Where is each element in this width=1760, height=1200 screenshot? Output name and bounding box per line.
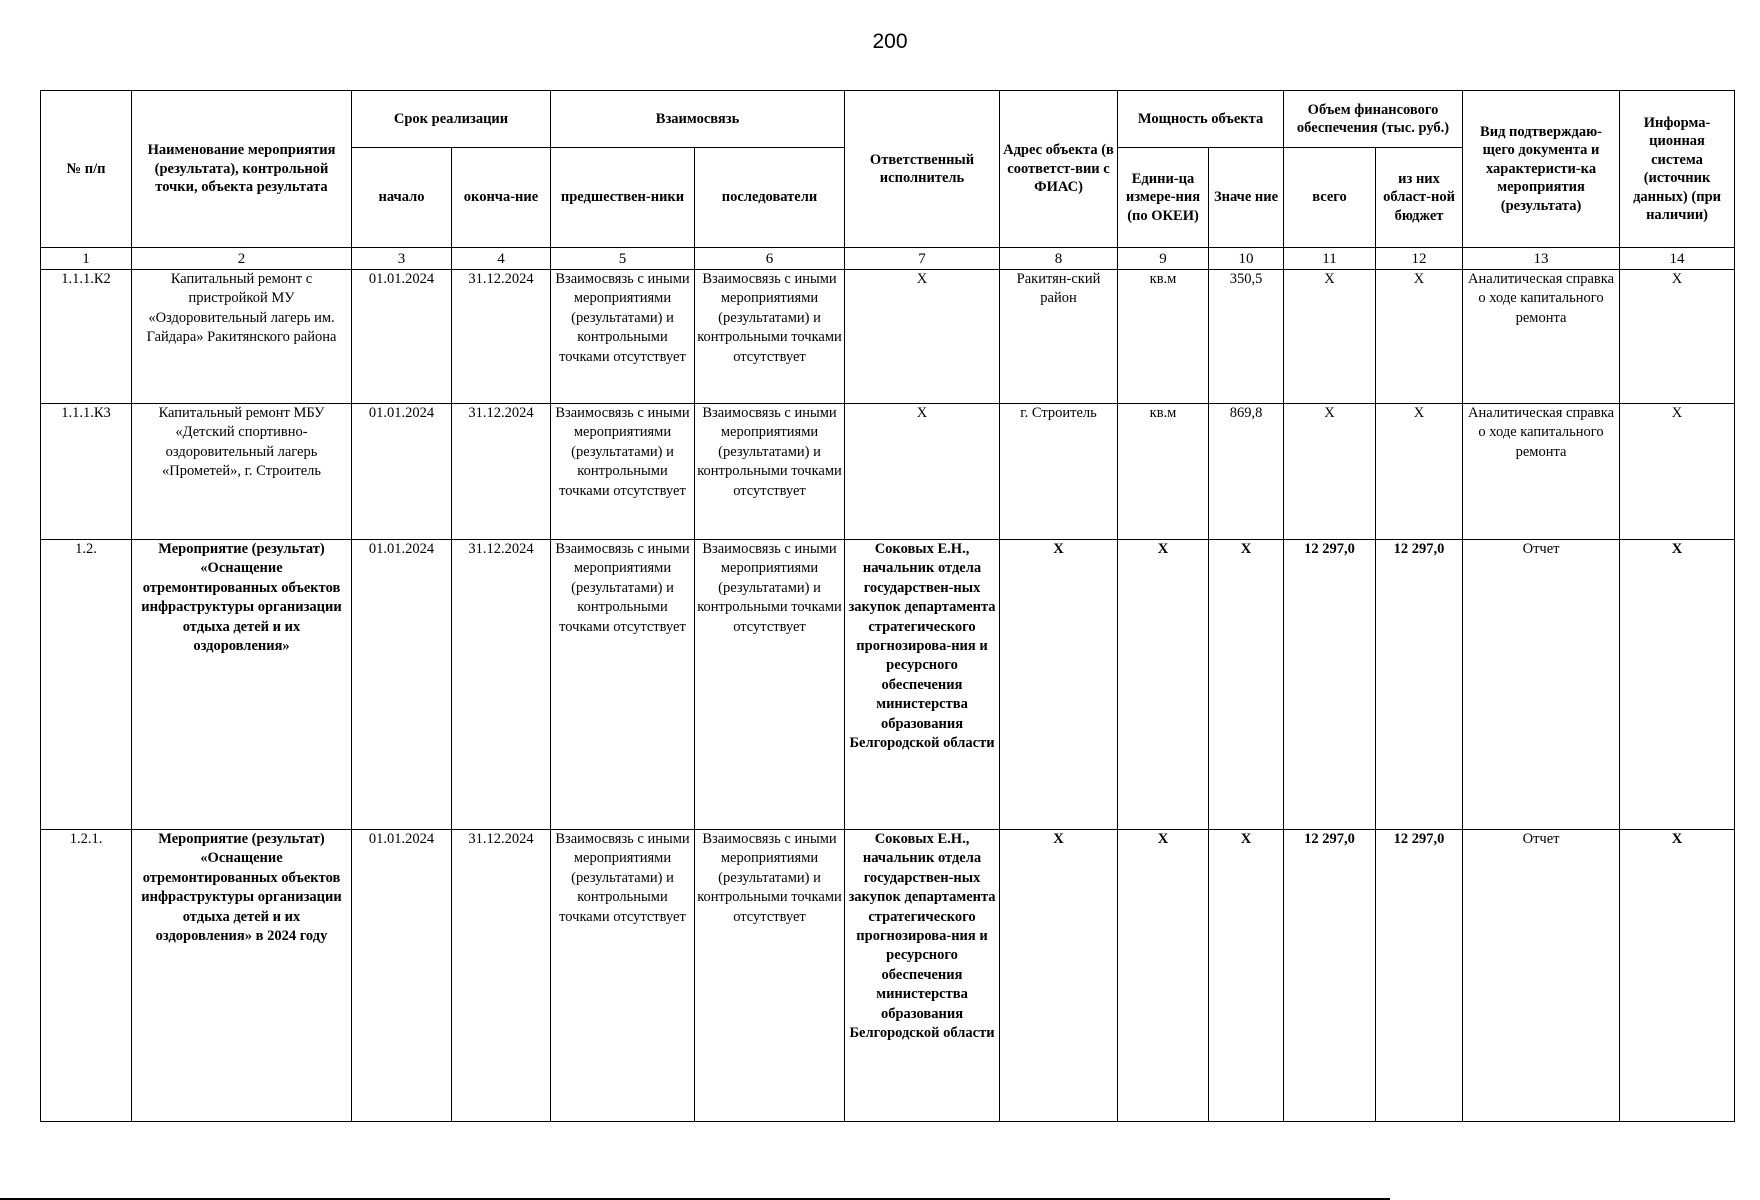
row-total: 12 297,0: [1284, 830, 1376, 1122]
row-name: Капитальный ремонт с пристройкой МУ «Оздоровительный лагерь им. Гайдара» Ракитянского района: [132, 270, 352, 404]
row-name: Капитальный ремонт МБУ «Детский спортивно-оздоровительный лагерь «Прометей», г. Строитель: [132, 404, 352, 540]
row-address: г. Строитель: [1000, 404, 1118, 540]
row-value: 869,8: [1209, 404, 1284, 540]
column-number: 8: [1000, 248, 1118, 270]
row-predecessors: Взаимосвязь с иными мероприятиями (результатами) и контрольными точками отсутствует: [551, 540, 695, 830]
row-predecessors: Взаимосвязь с иными мероприятиями (результатами) и контрольными точками отсутствует: [551, 830, 695, 1122]
row-document: Отчет: [1463, 540, 1620, 830]
header-info-system: Информа-ционная система (источник данных) (при наличии): [1620, 91, 1735, 248]
row-successors: Взаимосвязь с иными мероприятиями (результатами) и контрольными точками отсутствует: [695, 270, 845, 404]
row-end: 31.12.2024: [452, 830, 551, 1122]
row-info-system: Х: [1620, 270, 1735, 404]
column-number: 7: [845, 248, 1000, 270]
header-value: Значе ние: [1209, 148, 1284, 248]
column-number-row: [41, 248, 1735, 270]
header-predecessors: предшествен-ники: [551, 148, 695, 248]
row-info-system: Х: [1620, 830, 1735, 1122]
row-end: 31.12.2024: [452, 270, 551, 404]
header-capacity: Мощность объекта: [1118, 91, 1284, 148]
row-predecessors: Взаимосвязь с иными мероприятиями (результатами) и контрольными точками отсутствует: [551, 404, 695, 540]
header-period: Срок реализации: [352, 91, 551, 148]
table-row: [41, 830, 1735, 1122]
row-total: Х: [1284, 404, 1376, 540]
row-num: 1.2.: [41, 540, 132, 830]
header-end: оконча-ние: [452, 148, 551, 248]
row-unit: Х: [1118, 540, 1209, 830]
row-regional: Х: [1376, 270, 1463, 404]
row-unit: кв.м: [1118, 404, 1209, 540]
row-regional: 12 297,0: [1376, 540, 1463, 830]
row-responsible: Соковых Е.Н., начальник отдела государствен-ных закупок департамента стратегического прогнозирова-ния и ресурсного обеспечения министерства образования Белгородской области: [845, 540, 1000, 830]
row-info-system: Х: [1620, 540, 1735, 830]
row-info-system: Х: [1620, 404, 1735, 540]
row-regional: Х: [1376, 404, 1463, 540]
header-unit: Едини-ца измере-ния (по ОКЕИ): [1118, 148, 1209, 248]
row-total: Х: [1284, 270, 1376, 404]
row-num: 1.2.1.: [41, 830, 132, 1122]
row-total: 12 297,0: [1284, 540, 1376, 830]
column-number: 11: [1284, 248, 1376, 270]
row-start: 01.01.2024: [352, 270, 452, 404]
row-end: 31.12.2024: [452, 404, 551, 540]
row-num: 1.1.1.К2: [41, 270, 132, 404]
row-num: 1.1.1.К3: [41, 404, 132, 540]
header-document: Вид подтверждаю-щего документа и характеристи-ка мероприятия (результата): [1463, 91, 1620, 248]
table-row: [41, 540, 1735, 830]
header-num: № п/п: [41, 91, 132, 248]
row-unit: кв.м: [1118, 270, 1209, 404]
row-end: 31.12.2024: [452, 540, 551, 830]
row-successors: Взаимосвязь с иными мероприятиями (результатами) и контрольными точками отсутствует: [695, 540, 845, 830]
row-responsible: Х: [845, 270, 1000, 404]
column-number: 1: [41, 248, 132, 270]
header-name: Наименование мероприятия (результата), контрольной точки, объекта результата: [132, 91, 352, 248]
row-regional: 12 297,0: [1376, 830, 1463, 1122]
row-start: 01.01.2024: [352, 830, 452, 1122]
row-value: Х: [1209, 830, 1284, 1122]
column-number: 4: [452, 248, 551, 270]
column-number: 9: [1118, 248, 1209, 270]
row-value: Х: [1209, 540, 1284, 830]
row-start: 01.01.2024: [352, 404, 452, 540]
implementation-plan-table: [40, 90, 1735, 1122]
header-responsible: Ответственный исполнитель: [845, 91, 1000, 248]
table-row: [41, 404, 1735, 540]
row-value: 350,5: [1209, 270, 1284, 404]
row-address: Х: [1000, 540, 1118, 830]
row-address: Ракитян-ский район: [1000, 270, 1118, 404]
column-number: 10: [1209, 248, 1284, 270]
column-number: 13: [1463, 248, 1620, 270]
row-responsible: Х: [845, 404, 1000, 540]
row-name: Мероприятие (результат) «Оснащение отремонтированных объектов инфраструктуры организации отдыха детей и их оздоровления» в 2024 году: [132, 830, 352, 1122]
row-responsible: Соковых Е.Н., начальник отдела государствен-ных закупок департамента стратегического прогнозирова-ния и ресурсного обеспечения министерства образования Белгородской области: [845, 830, 1000, 1122]
column-number: 3: [352, 248, 452, 270]
header-finance: Объем финансового обеспечения (тыс. руб.): [1284, 91, 1463, 148]
column-number: 5: [551, 248, 695, 270]
row-address: Х: [1000, 830, 1118, 1122]
column-number: 6: [695, 248, 845, 270]
header-relation: Взаимосвязь: [551, 91, 845, 148]
header-successors: последователи: [695, 148, 845, 248]
column-number: 2: [132, 248, 352, 270]
row-name: Мероприятие (результат) «Оснащение отремонтированных объектов инфраструктуры организации отдыха детей и их оздоровления»: [132, 540, 352, 830]
column-number: 14: [1620, 248, 1735, 270]
row-unit: Х: [1118, 830, 1209, 1122]
header-total: всего: [1284, 148, 1376, 248]
header-start: начало: [352, 148, 452, 248]
row-document: Аналитическая справка о ходе капитального ремонта: [1463, 404, 1620, 540]
row-start: 01.01.2024: [352, 540, 452, 830]
row-successors: Взаимосвязь с иными мероприятиями (результатами) и контрольными точками отсутствует: [695, 404, 845, 540]
page-number: 200: [872, 30, 908, 53]
row-document: Аналитическая справка о ходе капитального ремонта: [1463, 270, 1620, 404]
row-successors: Взаимосвязь с иными мероприятиями (результатами) и контрольными точками отсутствует: [695, 830, 845, 1122]
header-address: Адрес объекта (в соответст-вии с ФИАС): [1000, 91, 1118, 248]
row-document: Отчет: [1463, 830, 1620, 1122]
header-regional: из них област-ной бюджет: [1376, 148, 1463, 248]
column-number: 12: [1376, 248, 1463, 270]
table-row: [41, 270, 1735, 404]
row-predecessors: Взаимосвязь с иными мероприятиями (результатами) и контрольными точками отсутствует: [551, 270, 695, 404]
